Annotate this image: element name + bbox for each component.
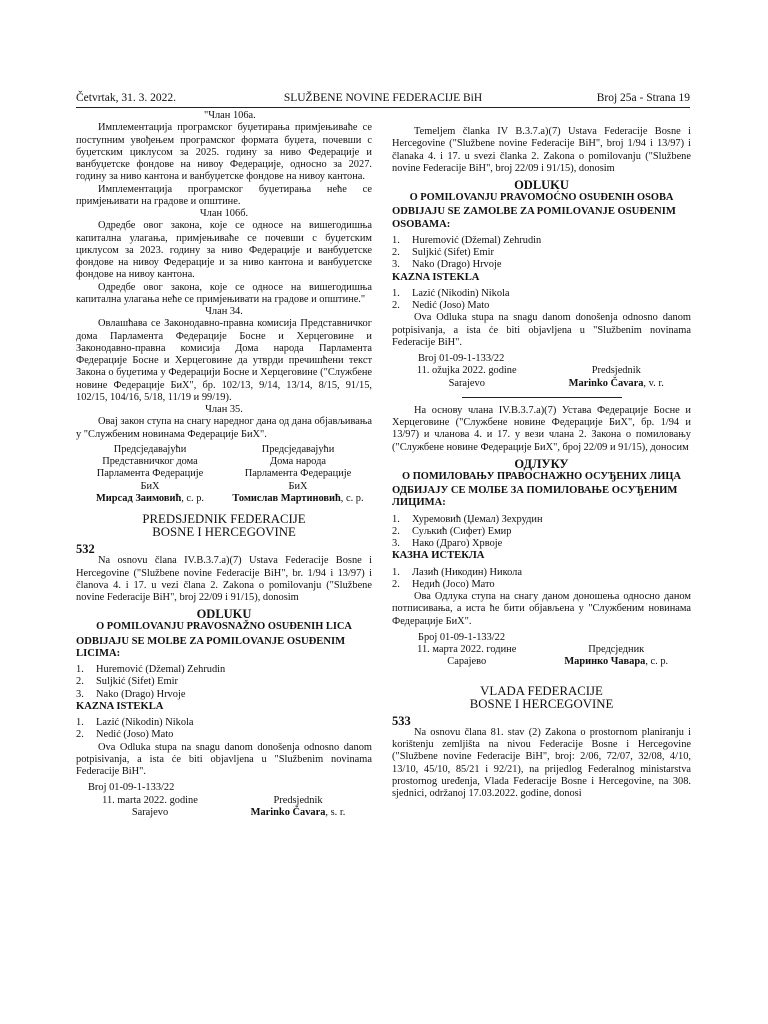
decision-title: ODLUKU [514,178,569,192]
signature-place: Сарајево [447,656,487,668]
left-column [76,110,372,819]
signature-row [392,365,691,377]
signature-name: Томислав Мартиновић, с. р. [232,492,364,504]
article-heading-35: Члан 35. [205,404,243,415]
signature-row [392,644,691,656]
signature-block [76,782,372,819]
list-item: 1. Huremović (Džemal) Zehrudin [76,664,226,675]
section-heading: KAZNA ISTEKLA [76,700,164,712]
list-item: 2. Nedić (Joso) Mato [392,300,490,311]
signature-title: Парламента Федерације [96,468,204,480]
signature-date: 11. marta 2022. godine [102,794,198,806]
signature-block [76,444,372,505]
paragraph: На основу члана IV.B.3.7.а)(7) Устава Федерације Босне и Херцеговине ("Службене новине Федерације БиХ", бр. 1/94 и 13/97) и чланова 4. и 17. у вези члана 2. Закона о помиловању ("Службене новине Федерације БиХ", број 22/09 и 91/15), доносим [392,404,691,453]
signature-left [76,444,224,505]
header-date: Četvrtak, 31. 3. 2022. [76,92,176,104]
header-issue-page: Broj 25a - Strana 19 [596,92,690,104]
signature-row [76,807,372,819]
section-heading: ОДБИЈАЈУ СЕ МОЛБЕ ЗА ПОМИЛОВАЊЕ ОСУЂЕНИМ ЛИЦИМА: [392,485,678,509]
decision-subtitle: O POMILOVANJU PRAVOSNAŽNO OSUĐENIH LICA [96,621,352,633]
section-heading: KAZNA ISTEKLA [392,271,480,283]
signature-block [392,632,691,669]
paragraph: Одредбе овог закона, које се односе на вишегодишња капитална улагања неће се примјењивати на градове и општине." [76,281,372,305]
item-number: 532 [76,542,95,556]
paragraph: Ова Одлука ступа на снагу даном доношења односно даном потписивања, а иста ће бити објављена у "Службеним новинама Федерације БиХ". [392,591,691,627]
signature-date: 11. ožujka 2022. godine [416,365,517,377]
list-item: 2. Недић (Јосо) Мато [392,578,495,590]
decision-title: ОДЛУКУ [514,456,569,471]
signature-title: БиХ [140,480,160,492]
paragraph: Na osnovu člana IV.B.3.7.a)(7) Ustava Federacije Bosne i Hercegovine ("Službene novine Federacije BiH", br. 1/94 i 13/97) i članova 4. i 17. u vezi člana 2. Zakona o pomilovanju ("Službene novine Federacije BiH", broj 22/09 i 91/15), donosim [76,555,372,603]
section-heading: BOSNE I HERCEGOVINE [469,696,614,711]
signature-name: Marinko Čavara, v. r. [568,377,664,389]
section-heading: PREDSJEDNIK FEDERACIJE [142,512,306,526]
section-heading: ODBIJAJU SE ZAMOLBE ZA POMILOVANJE OSUĐENIM OSOBAMA: [392,206,676,230]
list-item: 1. Huremović (Džemal) Zehrudin [392,234,542,246]
list [392,288,691,313]
list-item: 2. Suljkić (Sifet) Emir [76,676,178,688]
list [392,235,691,272]
article-heading-106a: "Члан 106а. [204,110,256,121]
list-item: 1. Lazić (Nikodin) Nikola [392,287,510,299]
document-number: Broj 01-09-1-133/22 [418,353,505,364]
paragraph: Na osnovu člana 81. stav (2) Zakona o prostornom planiranju i korištenju zemljišta na nivou Federacije Bosne i Hercegovine ("Službene novine Federacije BiH", broj: 2/06, 72/07, 32/08, 4/10, 13/10, 45/10, 85/21 i 92/21), na prijedlog Federalnog ministarstva prostornog uređenja, Vlada Federacije Bosne i Hercegovine, na 308. sjednici, održanoj 17.03.2022. godine, donosi [392,726,691,799]
paragraph: Овлашћава се Законодавно-правна комисија Представничког дома Парламента Федерације Босне и Херцеговине и Законодавно-правна комисија Дома народа Парламента Федерације Босне и Херцеговине да утврди пречишћени текст Закона о буџетима у Федерацији Босне и Херцеговине ("Службене новине Федерације БиХ", бр. 102/13, 9/14, 13/14, 8/15, 91/15, 102/15, 104/16, 5/18, 11/19 и 99/19). [76,318,372,403]
signature-title: БиХ [288,480,308,492]
section-heading: ODBIJAJU SE MOLBE ZA POMILOVANJE OSUĐENIM LICIMA: [76,635,346,659]
article-heading-106b: Члан 106б. [199,208,249,219]
signature-right [224,444,372,505]
signature-title: Предсједник [588,644,645,655]
document-number: Број 01-09-1-133/22 [418,631,506,643]
signature-name: Маринко Чавара, с. р. [564,656,669,668]
signature-title: Предсједавајући [261,443,335,455]
signature-row [76,795,372,807]
list-item: 2. Суљкић (Сифет) Емир [392,525,512,537]
document-number: Broj 01-09-1-133/22 [88,782,175,794]
paragraph: Ova Odluka stupa na snagu danom donošenja odnosno danom potpisivanja, a ista će biti objavljena u "Službenim novinama Federacije BiH". [392,312,691,348]
list-item: 1. Хуремовић (Џемал) Зехрудин [392,513,543,525]
signature-row [392,656,691,668]
paragraph: Ova Odluka stupa na snagu danom donošenja odnosno danom potpisivanja, a ista će biti objavljena u "Službenim novinama Federacije BiH". [76,741,372,777]
paragraph: Одредбе овог закона, које се односе на вишегодишња капитална улагања, примјењиваће се почевши с буџетским циклусом за 2023. годину за ниво Федерације и ванбуџетске фондове на нивоу Федерације и за ниво кантона и ванбуџетске фондове на нивоу кантона. [76,220,372,281]
signature-title: Предсједавајући [113,443,187,455]
signature-title: Представничког дома [102,456,198,467]
section-heading: VLADA FEDERACIJE [480,683,603,698]
signature-name: Marinko Čavara, s. r. [250,806,346,818]
paragraph: Temeljem članka IV B.3.7.a)(7) Ustava Federacije Bosne i Hercegovine ("Službene novine Federacije BiH", broj 1/94 i 13/97) i članaka 4. i 17. u svezi članka 2. Zakona o pomilovanju ("Službene novine Federacije BiH", broj 22/09 i 91/15), donosim [392,126,691,174]
header-rule [76,107,690,108]
item-number: 533 [392,713,411,728]
list [76,717,372,742]
paragraph: Имплементација програмског буџетирања неће се примјењивати на градове и општине. [76,183,372,207]
decision-subtitle: O POMILOVANJU PRAVOMOĆNO OSUĐENIH OSOBA [409,192,674,203]
signature-title: Predsjednik [273,794,323,806]
signature-title: Дома народа [270,456,326,467]
signature-title: Парламента Федерације [244,468,352,480]
signature-date: 11. марта 2022. године [417,644,517,655]
list-item: 3. Нако (Драго) Хрвоје [392,538,503,549]
list-item: 3. Nako (Drago) Hrvoje [392,259,502,271]
section-heading: КАЗНА ИСТЕКЛА [392,550,485,562]
paragraph: Овај закон ступа на снагу наредног дана од дана објављивања у "Службеним новинама Федерације БиХ". [76,416,372,440]
list-item: 1. Лазић (Никодин) Никола [392,566,522,578]
separator-rule [462,397,622,398]
list-item: 2. Nedić (Joso) Mato [76,729,174,741]
decision-title: ODLUKU [196,607,252,622]
signature-name: Мирсад Заимовић, с. р. [95,492,205,504]
right-column [392,126,691,800]
list-item: 1. Lazić (Nikodin) Nikola [76,717,194,728]
signature-row [392,378,691,390]
paragraph: Имплементација програмског буџетирања примјењиваће се поступним увођењем програмског формата буџета, почевши с буџетским циклусом за 2025. годину за ниво Федерације и ванбуџетске фондове на нивоу Федерације, односно за 2027. годину за ниво кантона и ванбуџетске фондове на нивоу кантона. [76,122,372,183]
header-publication: SLUŽBENE NOVINE FEDERACIJE BiH [283,92,483,104]
signature-block [392,353,691,390]
list [76,664,372,701]
signature-place: Sarajevo [131,806,169,818]
list-item: 3. Nako (Drago) Hrvoje [76,688,186,700]
list [392,514,691,551]
signature-place: Sarajevo [448,377,485,389]
section-heading: BOSNE I HERCEGOVINE [152,525,296,539]
list [392,567,691,592]
signature-title: Predsjednik [591,365,641,377]
list-item: 2. Suljkić (Sifet) Emir [392,247,494,258]
decision-subtitle: О ПОМИЛОВАЊУ ПРАВОСНАЖНО ОСУЂЕНИХ ЛИЦА [402,470,681,482]
article-heading-34: Члан 34. [205,306,243,317]
